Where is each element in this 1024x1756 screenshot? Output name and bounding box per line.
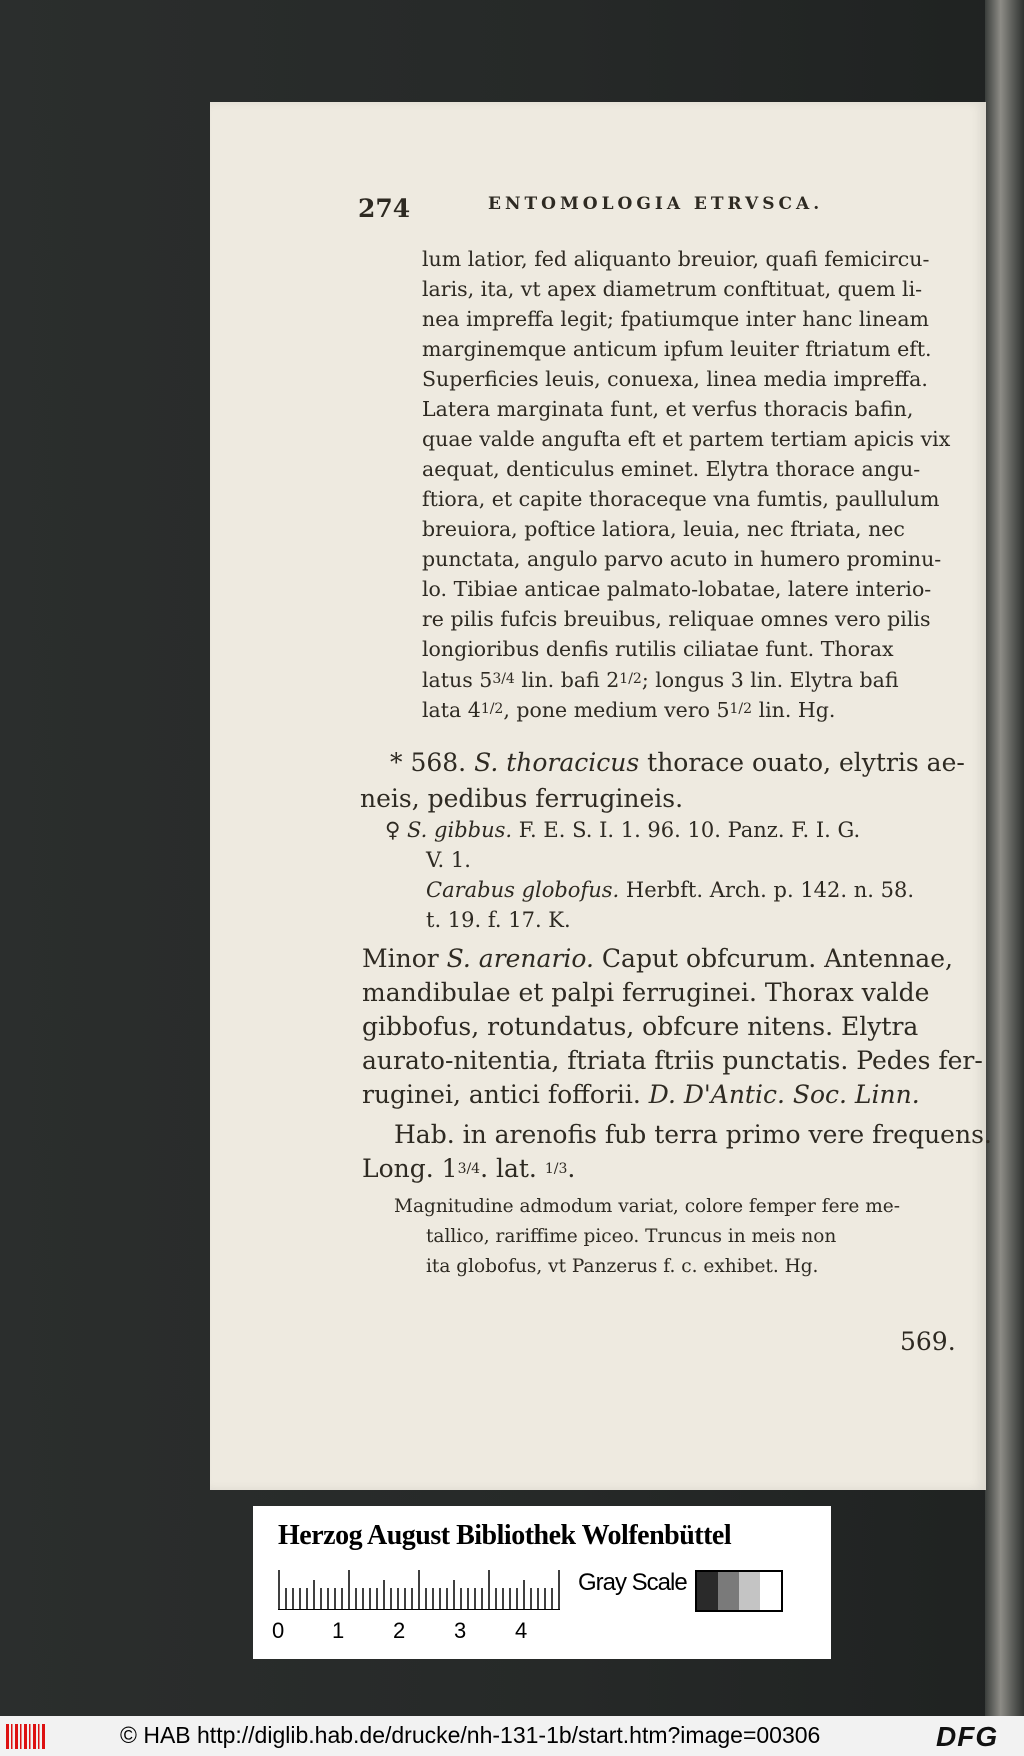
text-line: nea impreffa legit; fpatiumque inter hanc lineam [422, 307, 929, 331]
grayscale-label: Gray Scale [578, 1569, 687, 1596]
gray-patch [739, 1572, 760, 1610]
ruler-label-2: 2 [393, 1618, 406, 1643]
text-line: quae valde angufta eft et partem tertiam apicis vix [422, 427, 951, 451]
grayscale-swatch [695, 1570, 783, 1612]
scale-ruler [278, 1570, 568, 1610]
text-line: longioribus denfis rutilis ciliatae funt. Thorax [422, 637, 894, 661]
book-edge [985, 0, 1024, 1716]
asterisk-marker: * [390, 748, 403, 777]
gray-patch [718, 1572, 739, 1610]
text-line: punctata, angulo parvo acuto in humero prominu- [422, 547, 942, 571]
text-line: tallico, rariffime piceo. Truncus in meis non [426, 1226, 837, 1247]
species-diagnosis: thorace ouato, elytris ae- [647, 748, 965, 777]
page-number: 274 [358, 194, 411, 223]
text-line: laris, ita, vt apex diametrum conftituat, quem li- [422, 277, 923, 301]
text-line: lo. Tibiae anticae palmato-lobatae, latere interio- [422, 577, 932, 601]
text-line: Latera marginata funt, et verfus thoracis bafin, [422, 397, 914, 421]
text-line: Magnitudine admodum variat, colore femper fere me- [394, 1196, 900, 1217]
gray-patch [697, 1572, 718, 1610]
library-name: Herzog August Bibliothek Wolfenbüttel [278, 1520, 732, 1551]
measurement-line: latus 53/4 lin. bafi 21/2; longus 3 lin. Elytra bafi [422, 668, 899, 692]
synonym-name: S. gibbus. [407, 818, 513, 842]
synonym-name: Carabus globofus. [426, 878, 620, 902]
text-line: aequat, denticulus eminet. Elytra thorace angu- [422, 457, 921, 481]
running-head: ENTOMOLOGIA ETRVSCA. [488, 194, 824, 214]
ruler-label-3: 3 [454, 1618, 467, 1643]
barcode-icon [6, 1724, 48, 1749]
text-line: Superficies leuis, conuexa, linea media impreffa. [422, 367, 928, 391]
catchword: 569. [900, 1327, 956, 1356]
synonym-reference: Herbft. Arch. p. 142. n. 58. [625, 878, 915, 902]
species-number: 568. [410, 748, 467, 777]
synonym-reference-cont: t. 19. f. 17. K. [426, 908, 571, 932]
scan-reference-card [253, 1506, 831, 1659]
text-line: ftiora, et capite thoraceque vna fumtis, paullulum [422, 487, 940, 511]
species-diagnosis-cont: neis, pedibus ferrugineis. [360, 784, 684, 813]
text-line: re pilis fufcis breuibus, reliquae omnes vero pilis [422, 607, 931, 631]
dfg-logo: DFG [936, 1721, 999, 1752]
text-line: aurato-nitentia, ftriata ftriis punctatis. Pedes fer- [362, 1046, 983, 1075]
ruler-label-0: 0 [272, 1618, 285, 1643]
book-page: 274 ENTOMOLOGIA ETRVSCA. lum latior, fed aliquanto breuior, quafi femicircu- laris, ita, vt apex diametrum conftituat, quem li- nea impreffa legit; fpatiumque inter hanc lineam marginemque anticum ipfum leuiter ftriatum eft. Superficies leuis, conuexa, linea media impreffa. Latera marginata funt, et verfus thoracis bafin, quae valde angufta eft et partem tertiam apicis vix aequat, denticulus eminet. Elytra thorace angu- ftiora, et capite thoraceque vna fumtis, paullulum breuiora, poftice latiora, leuia, nec ftriata, nec punctata, angulo parvo acuto in humero prominu- lo. Tibiae anticae palmato-lobatae, latere interio- re pilis fufcis breuibus, reliquae omnes vero pilis longioribus denfis rutilis ciliatae funt. Thorax latus 53/4 lin. bafi 21/2; longus 3 lin. Elytra bafi lata 41/2, pone medium vero 51/2 lin. Hg. * 568. S. thoracicus thorace ouato, elytris ae- neis, pedibus ferrugineis. ♀ S. gibbus. F. E. S. I. 1. 96. 10. Panz. F. I. G. V. 1. Carabus globofus. Herbft. Arch. p. 142. n. 58. t. 19. f. 17. K. Minor S. arenario. Caput obfcurum. Antennae, mandibulae et palpi ferruginei. Thorax valde gibbofus, rotundatus, obfcure nitens. Elytra aurato-nitentia, ftriata ftriis punctatis. Pedes fer- ruginei, antici fofforii. D. D'Antic. Soc. Linn. Hab. in arenofis fub terra primo vere frequens. Long. 13/4. lat. 1/3. Magnitudine admodum variat, colore femper fere me- tallico, rariffime piceo. Truncus in meis non ita globofus, vt Panzerus f. c. exhibet. Hg. 569. [210, 102, 986, 1490]
text-line: mandibulae et palpi ferruginei. Thorax valde [362, 978, 930, 1007]
measurement-line: lata 41/2, pone medium vero 51/2 lin. Hg. [422, 698, 836, 722]
gray-patch [760, 1572, 781, 1610]
ruler-label-1: 1 [332, 1618, 345, 1643]
species-name: S. thoracicus [474, 748, 640, 777]
female-symbol: ♀ [385, 818, 401, 842]
ruler-label-4: 4 [515, 1618, 528, 1643]
text-line: ita globofus, vt Panzerus f. c. exhibet. Hg. [426, 1256, 819, 1277]
copyright-url[interactable]: © HAB http://diglib.hab.de/drucke/nh-131-1b/start.htm?image=00306 [120, 1722, 821, 1748]
text-line: Hab. in arenofis fub terra primo vere frequens. [394, 1120, 992, 1149]
text-line: gibbofus, rotundatus, obfcure nitens. Elytra [362, 1012, 919, 1041]
synonym-reference: F. E. S. I. 1. 96. 10. Panz. F. I. G. [518, 818, 861, 842]
text-line: breuiora, poftice latiora, leuia, nec ftriata, nec [422, 517, 905, 541]
synonym-reference-cont: V. 1. [426, 848, 471, 872]
text-line: lum latior, fed aliquanto breuior, quafi femicircu- [422, 247, 930, 271]
viewer-footer [0, 1716, 1024, 1756]
text-line: marginemque anticum ipfum leuiter ftriatum eft. [422, 337, 932, 361]
